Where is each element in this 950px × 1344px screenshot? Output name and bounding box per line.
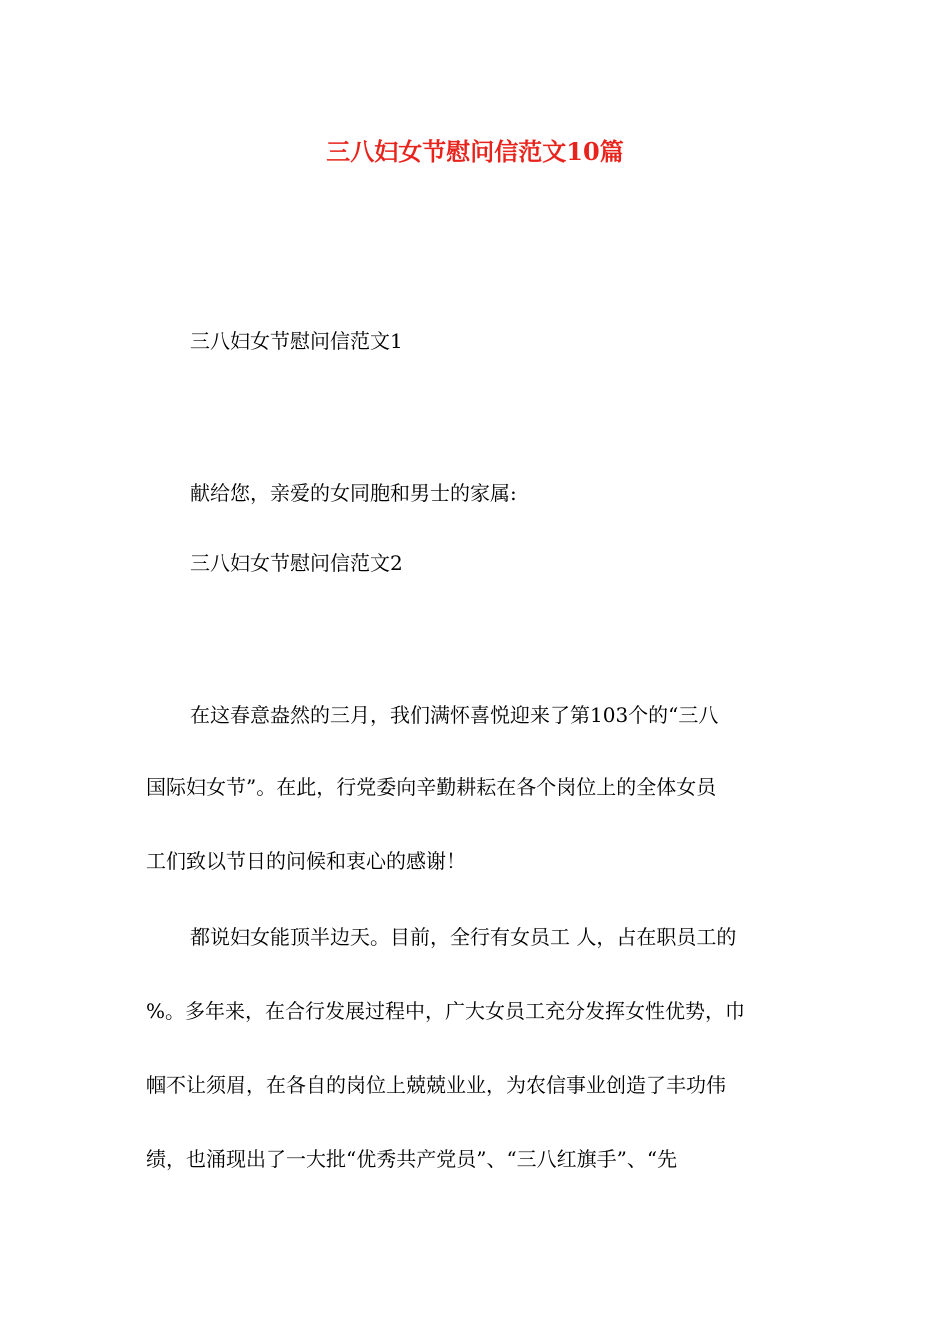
- paragraph-2-line-4: 绩，也涌现出了一大批“优秀共产党员”、“三八红旗手”、“先: [146, 1147, 678, 1171]
- paragraph-1-line-1: 在这春意盎然的三月，我们满怀喜悦迎来了第103个的“三八: [190, 703, 719, 727]
- document-title: 三八妇女节慰问信范文10篇: [326, 137, 624, 166]
- paragraph-2-line-2: %。多年来，在合行发展过程中，广大女员工充分发挥女性优势，巾: [146, 999, 746, 1023]
- paragraph-1-line-3: 工们致以节日的问候和衷心的感谢！: [146, 849, 466, 873]
- paragraph-2-line-3: 帼不让须眉，在各自的岗位上兢兢业业，为农信事业创造了丰功伟: [146, 1073, 726, 1097]
- section-heading-2: 三八妇女节慰问信范文2: [190, 551, 403, 575]
- greeting-line: 献给您，亲爱的女同胞和男士的家属:: [190, 481, 517, 505]
- section-heading-1: 三八妇女节慰问信范文1: [190, 329, 403, 353]
- paragraph-1-line-2: 国际妇女节”。在此，行党委向辛勤耕耘在各个岗位上的全体女员: [146, 775, 717, 799]
- paragraph-2-line-1: 都说妇女能顶半边天。目前，全行有女员工 人，占在职员工的: [190, 925, 737, 949]
